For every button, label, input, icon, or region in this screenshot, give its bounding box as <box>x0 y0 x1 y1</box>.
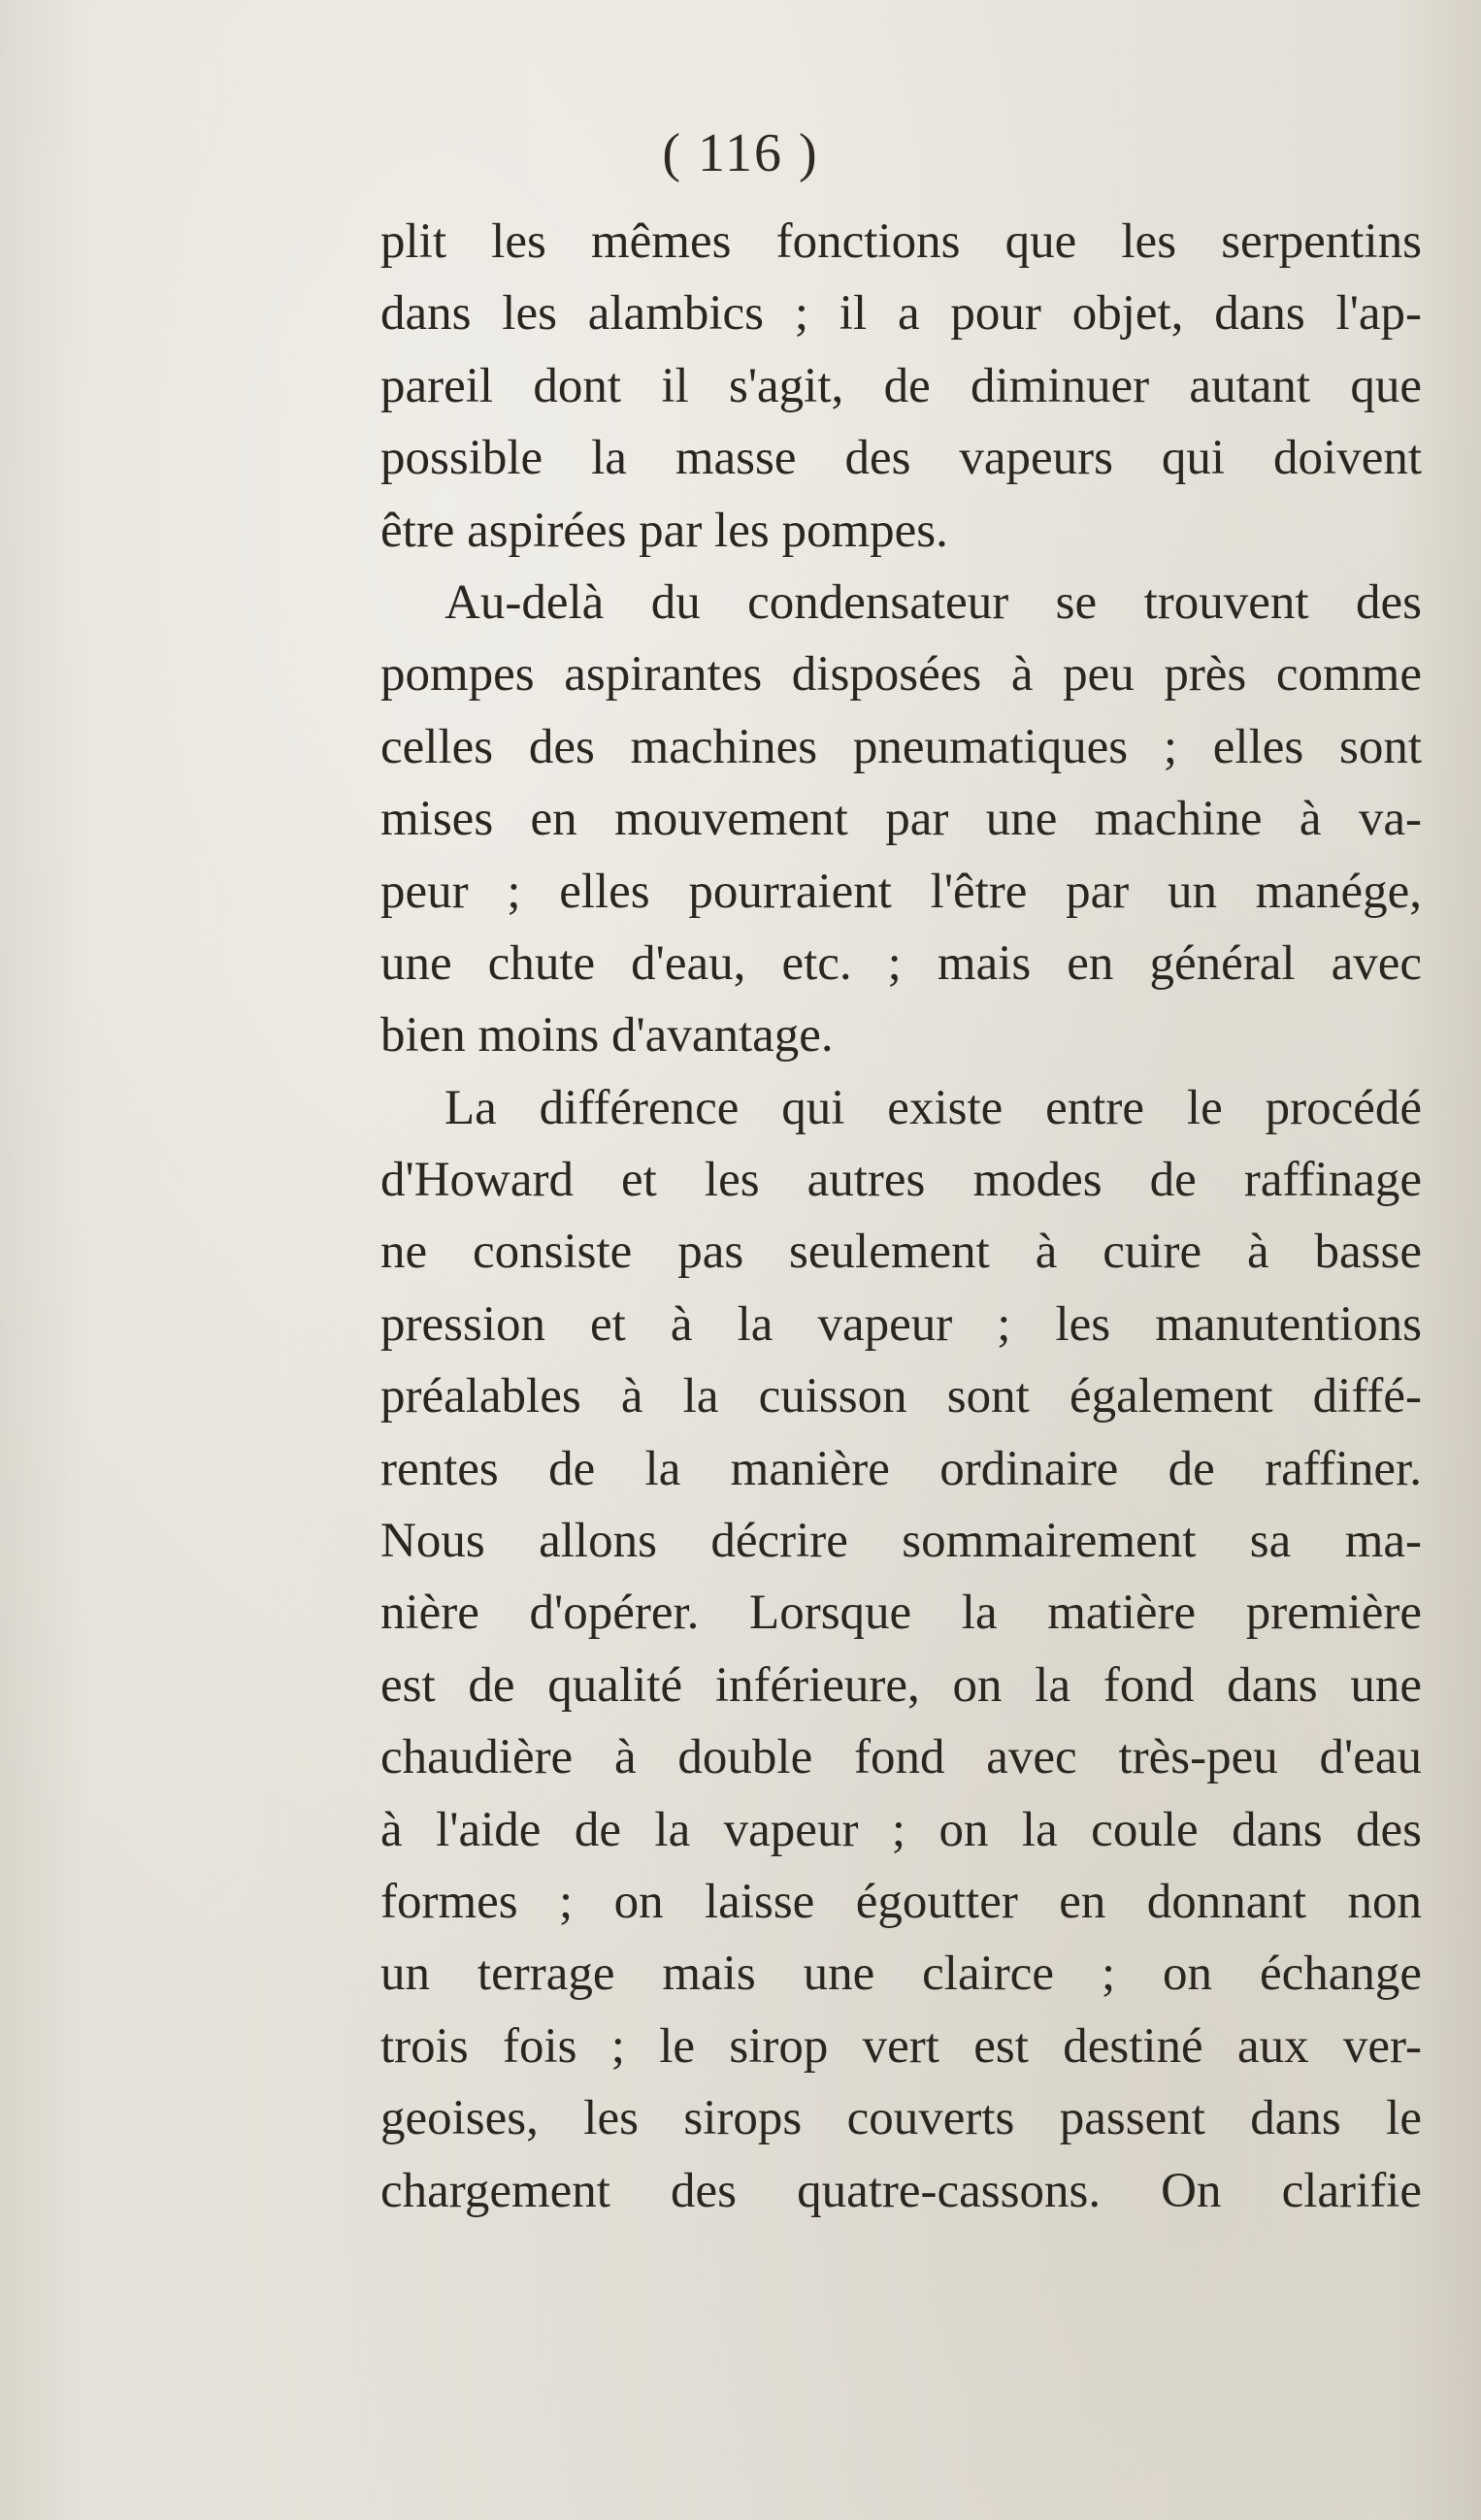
text-line: trois fois ; le sirop vert est destiné aux ver- <box>380 2018 1422 2074</box>
text-line: être aspirées par les pompes. <box>380 503 948 558</box>
text-line: peur ; elles pourraient l'être par un manége, <box>380 864 1422 919</box>
text-line: formes ; on laisse égoutter en donnant non <box>380 1874 1422 1929</box>
paragraph-start-line: Au-delà du condensateur se trouvent des <box>444 574 1422 630</box>
text-line: Nous allons décrire sommairement sa ma- <box>380 1514 1422 1569</box>
text-line: pareil dont il s'agit, de diminuer autant que <box>380 358 1422 413</box>
text-line: chaudière à double fond avec très-peu d'eau <box>380 1730 1422 1785</box>
body-text <box>380 206 1422 2227</box>
text-line: chargement des quatre-cassons. On clarifie <box>380 2163 1422 2218</box>
text-line: possible la masse des vapeurs qui doivent <box>380 431 1422 486</box>
page-number: ( 116 ) <box>662 123 819 183</box>
text-line: nière d'opérer. Lorsque la matière première <box>380 1586 1422 1641</box>
text-line: bien moins d'avantage. <box>380 1008 834 1064</box>
text-line: d'Howard et les autres modes de raffinage <box>380 1153 1422 1208</box>
text-line: ne consiste pas seulement à cuire à basse <box>380 1225 1422 1280</box>
text-line: rentes de la manière ordinaire de raffiner. <box>380 1441 1422 1496</box>
text-line: geoises, les sirops couverts passent dans le <box>380 2091 1422 2146</box>
paragraph-start-line: La différence qui existe entre le procédé <box>444 1080 1422 1135</box>
text-line: préalables à la cuisson sont également diffé- <box>380 1369 1422 1424</box>
text-line: pression et à la vapeur ; les manutentions <box>380 1296 1422 1352</box>
text-line: plit les mêmes fonctions que les serpentins <box>380 214 1422 269</box>
text-line: mises en mouvement par une machine à va- <box>380 792 1422 847</box>
text-line: dans les alambics ; il a pour objet, dans l'ap- <box>380 286 1422 342</box>
text-line: à l'aide de la vapeur ; on la coule dans des <box>380 1802 1422 1857</box>
text-line: pompes aspirantes disposées à peu près comme <box>380 647 1422 703</box>
text-line: celles des machines pneumatiques ; elles sont <box>380 719 1422 774</box>
text-line: un terrage mais une clairce ; on échange <box>380 1947 1422 2002</box>
text-line: est de qualité inférieure, on la fond dans une <box>380 1657 1422 1713</box>
text-line: une chute d'eau, etc. ; mais en général avec <box>380 935 1422 991</box>
